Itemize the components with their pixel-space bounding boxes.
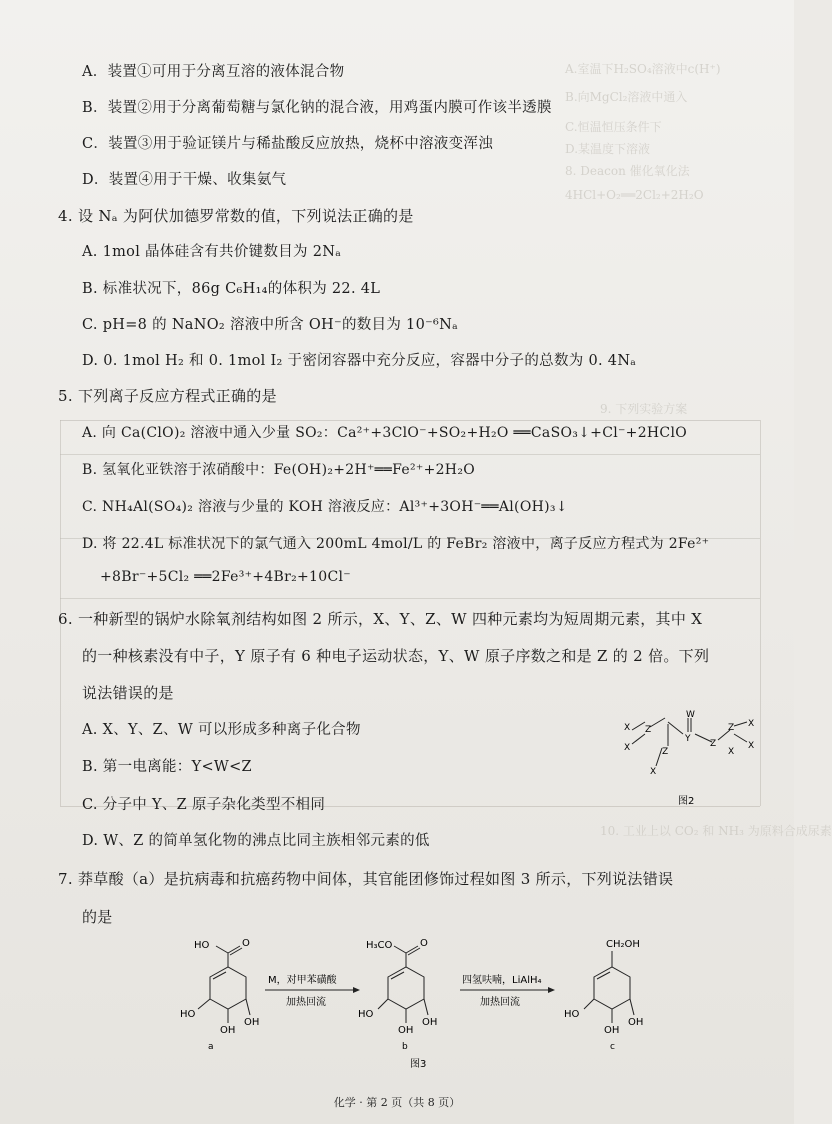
- table-rule: [60, 454, 760, 455]
- oh-label: OH: [244, 1017, 260, 1028]
- q6-stem-line3: 说法错误的是: [82, 684, 174, 702]
- q5-option-c: C. NH₄Al(SO₄)₂ 溶液与少量的 KOH 溶液反应：Al³⁺+3OH⁻══Al(OH)₃↓: [82, 499, 568, 515]
- ghost-text: 9. 下列实验方案: [600, 402, 688, 416]
- figure-2-structure: [610, 712, 770, 812]
- q6-stem-line1: 6. 一种新型的锅炉水除氧剂结构如图 2 所示，X、Y、Z、W 四种元素均为短周期元素，其中 X: [58, 610, 703, 628]
- arrow2-condition-bottom: 加热回流: [480, 997, 520, 1008]
- ghost-text: 10. 工业上以 CO₂ 和 NH₃ 为原料合成尿素: [600, 824, 832, 838]
- ghost-text: A.室温下H₂SO₄溶液中c(H⁺): [565, 62, 721, 76]
- oh-label: OH: [604, 1025, 620, 1036]
- q7-stem-line2: 的是: [82, 908, 113, 926]
- q3-option-a: A．装置①可用于分离互溶的液体混合物: [82, 64, 345, 80]
- q4-stem: 4. 设 Nₐ 为阿伏加德罗常数的值，下列说法正确的是: [58, 207, 414, 225]
- atom-x: X: [624, 743, 631, 753]
- q5-option-d-line1: D. 将 22.4L 标准状况下的氯气通入 200mL 4mol/L 的 FeBr₂ 溶液中，离子反应方程式为 2Fe²⁺: [82, 536, 710, 552]
- atom-x: X: [650, 767, 657, 777]
- o-label: O: [242, 938, 250, 949]
- q5-option-b: B. 氢氧化亚铁溶于浓硝酸中：Fe(OH)₂+2H⁺══Fe²⁺+2H₂O: [82, 462, 476, 478]
- q6-option-b: B. 第一电离能：Y<W<Z: [82, 759, 252, 775]
- q3-option-b: B．装置②用于分离葡萄糖与氯化钠的混合液，用鸡蛋内膜可作该半透膜: [82, 100, 552, 116]
- figure-3-caption: 图3: [410, 1059, 427, 1070]
- arrow2-condition-top: 四氢呋喃，LiAlH₄: [462, 975, 542, 986]
- figure-3-reaction-scheme: [170, 935, 690, 1075]
- atom-x: X: [748, 741, 755, 751]
- label-a: a: [208, 1042, 214, 1052]
- ghost-text: D.某温度下溶液: [565, 142, 651, 156]
- atom-z: Z: [728, 723, 735, 733]
- atom-z: Z: [645, 725, 652, 735]
- atom-x: X: [748, 719, 755, 729]
- atom-w: W: [686, 710, 695, 720]
- ghost-text: 4HCl+O₂══2Cl₂+2H₂O: [565, 188, 704, 202]
- ghost-text: B.向MgCl₂溶液中通入: [565, 90, 688, 104]
- molecule-c: [584, 951, 634, 1023]
- ghost-text: 8. Deacon 催化氧化法: [565, 164, 690, 178]
- q3-option-d: D．装置④用于干燥、收集氨气: [82, 172, 287, 188]
- atom-z: Z: [710, 739, 717, 749]
- figure-2-caption: 图2: [678, 796, 695, 807]
- arrow1-condition-top: M，对甲苯磺酸: [268, 975, 337, 986]
- h3co-label: H₃CO: [366, 940, 393, 951]
- o-label: O: [420, 938, 428, 949]
- ho-label: HO: [358, 1009, 374, 1020]
- atom-z: Z: [662, 747, 669, 757]
- ho-label: HO: [194, 940, 210, 951]
- q6-stem-line2: 的一种核素没有中子，Y 原子有 6 种电子运动状态，Y、W 原子序数之和是 Z 的 2 倍。下列: [82, 647, 710, 665]
- label-c: c: [610, 1042, 615, 1052]
- q7-stem-line1: 7. 莽草酸（a）是抗病毒和抗癌药物中间体，其官能团修饰过程如图 3 所示，下列说法错误: [58, 870, 674, 888]
- q5-option-d-line2: +8Br⁻+5Cl₂ ══2Fe³⁺+4Br₂+10Cl⁻: [100, 569, 351, 585]
- oh-label: OH: [220, 1025, 236, 1036]
- q4-option-c: C. pH=8 的 NaNO₂ 溶液中所含 OH⁻的数目为 10⁻⁶Nₐ: [82, 317, 459, 333]
- oh-label: OH: [628, 1017, 644, 1028]
- molecule-a: [198, 946, 250, 1023]
- atom-y: Y: [685, 734, 691, 744]
- q3-option-c: C．装置③用于验证镁片与稀盐酸反应放热，烧杯中溶液变浑浊: [82, 136, 493, 152]
- q6-option-d: D. W、Z 的简单氢化物的沸点比同主族相邻元素的低: [82, 833, 430, 849]
- oh-label: OH: [422, 1017, 438, 1028]
- q6-option-c: C. 分子中 Y、Z 原子杂化类型不相同: [82, 797, 326, 813]
- q6-option-a: A. X、Y、Z、W 可以形成多种离子化合物: [82, 722, 361, 738]
- oh-label: OH: [398, 1025, 414, 1036]
- ch2oh-label: CH₂OH: [606, 939, 640, 950]
- atom-x: X: [624, 723, 631, 733]
- q5-option-a: A. 向 Ca(ClO)₂ 溶液中通入少量 SO₂：Ca²⁺+3ClO⁻+SO₂+H₂O ══CaSO₃↓+Cl⁻+2HClO: [82, 425, 687, 441]
- ho-label: HO: [180, 1009, 196, 1020]
- atom-x: X: [728, 747, 735, 757]
- q4-option-d: D. 0. 1mol H₂ 和 0. 1mol I₂ 于密闭容器中充分反应，容器中分子的总数为 0. 4Nₐ: [82, 353, 637, 369]
- q4-option-b: B. 标准状况下，86g C₆H₁₄的体积为 22. 4L: [82, 281, 381, 297]
- q4-option-a: A. 1mol 晶体硅含有共价键数目为 2Nₐ: [82, 244, 342, 260]
- q5-stem: 5. 下列离子反应方程式正确的是: [58, 387, 277, 405]
- table-rule: [60, 598, 760, 599]
- label-b: b: [402, 1042, 408, 1052]
- arrow1-condition-bottom: 加热回流: [286, 997, 326, 1008]
- ghost-text: C.恒温恒压条件下: [565, 120, 662, 134]
- ho-label: HO: [564, 1009, 580, 1020]
- page-footer: 化学 · 第 2 页（共 8 页）: [333, 1096, 461, 1109]
- table-rule: [60, 420, 760, 421]
- molecule-b: [378, 946, 428, 1023]
